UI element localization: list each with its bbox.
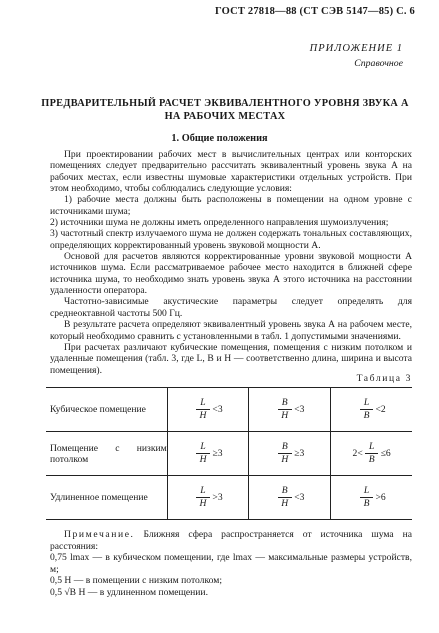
fraction-numerator: B	[278, 397, 292, 410]
fraction-numerator: L	[196, 485, 209, 498]
paragraph: 2) источники шума не должны иметь определенного направления шумоизлучения;	[50, 217, 389, 229]
paragraph: Основой для расчетов являются корректированные уровни звуковой мощности А источников шума. Если рассматриваемое рабочее место находится в ближней сфере источника шума, то необходимо знать уровень звука А этого источника на расстоянии удаленности оператора.	[50, 251, 412, 297]
page-header: ГОСТ 27818—88 (СТ СЭВ 5147—85) С. 6	[214, 6, 415, 17]
fraction-denominator: H	[281, 454, 289, 465]
table-row	[46, 476, 412, 520]
fraction-denominator: H	[281, 498, 289, 509]
room-types-table	[46, 387, 412, 520]
condition-operator: <3	[294, 492, 305, 503]
fraction	[360, 485, 374, 510]
condition-cell	[249, 432, 331, 476]
fraction-numerator: B	[278, 485, 292, 498]
condition-prefix: 2<	[352, 448, 363, 459]
fraction-denominator: B	[363, 498, 370, 509]
row-label: Кубическое помещение	[50, 404, 146, 415]
paragraph: При расчетах различают кубические помещения, помещения с низким потолком и удаленные помещения (табл. 3, где L, B и H — соответственно длина, ширина и высота помещения).	[50, 341, 412, 376]
fraction	[277, 485, 292, 510]
fraction	[195, 397, 210, 422]
table-note	[50, 529, 412, 598]
condition-operator: >3	[212, 492, 223, 503]
row-label: Помещение с низким потолком	[50, 442, 167, 465]
condition-cell	[249, 476, 331, 520]
section-heading: 1. Общие положения	[171, 133, 268, 144]
note-item: 0,5 H — в помещении с низким потолком;	[50, 575, 222, 586]
paragraph: При проектировании рабочих мест в вычислительных центрах или конторских помещениях следует предварительно рассчитать эквивалентный уровень звука А на рабочих местах, если известны шумовые характеристики отдельных устройств. При этом необходимо, чтобы соблюдались следующие условия:	[50, 149, 412, 195]
fraction-numerator: L	[196, 397, 209, 410]
fraction-denominator: B	[363, 410, 370, 421]
condition-operator: <3	[294, 404, 305, 415]
fraction	[277, 441, 292, 466]
paragraph: Частотно-зависимые акустические параметры следует определять для среднеоктавной частоты 500 Гц.	[50, 296, 412, 319]
condition-operator: >6	[375, 492, 386, 503]
fraction-denominator: H	[199, 454, 207, 465]
fraction-numerator: B	[278, 441, 292, 454]
note-intro	[50, 529, 412, 552]
appendix-subtitle: Справочное	[354, 58, 403, 69]
paragraph: В результате расчета определяют эквивалентный уровень звука А на рабочем месте, который необходимо сравнить с установленными в табл. 1 допустимыми значениями.	[50, 319, 412, 342]
fraction-denominator: H	[199, 410, 207, 421]
fraction-denominator: H	[199, 498, 207, 509]
condition-cell	[167, 388, 249, 432]
condition-operator: <2	[375, 404, 386, 415]
fraction-numerator: L	[365, 441, 378, 454]
fraction-numerator: L	[360, 397, 373, 410]
fraction-numerator: L	[360, 485, 373, 498]
fraction-denominator: H	[281, 410, 289, 421]
paragraph: 1) рабочие места должны быть расположены в помещении на одном уровне с источниками шума;	[50, 194, 412, 217]
row-label: Удлиненное помещение	[50, 492, 148, 503]
condition-cell	[167, 432, 249, 476]
condition-cell	[249, 388, 331, 432]
condition-cell	[331, 388, 412, 432]
condition-operator: <3	[212, 404, 223, 415]
note-item: 0,75 lmax — в кубическом помещении, где lmax — максимальные размеры устройств, м;	[50, 552, 412, 575]
fraction	[196, 441, 211, 466]
fraction-numerator: L	[196, 441, 209, 454]
fraction	[277, 397, 292, 422]
paragraph: 3) частотный спектр излучаемого шума не должен содержать тональных составляющих, определяющих корректированный уровень звуковой мощности А.	[50, 228, 412, 251]
fraction-denominator: B	[368, 454, 375, 465]
condition-operator: ≥3	[212, 448, 223, 459]
note-item: 0,5 √B H — в удлиненном помещении.	[50, 586, 208, 598]
condition-cell	[331, 432, 412, 476]
condition-cell	[331, 476, 412, 520]
table-row	[46, 432, 412, 476]
fraction	[195, 485, 210, 510]
condition-operator: ≤6	[380, 448, 391, 459]
table-caption: Таблица 3	[356, 373, 412, 384]
title-line-1: ПРЕДВАРИТЕЛЬНЫЙ РАСЧЕТ ЭКВИВАЛЕНТНОГО УРОВНЯ ЗВУКА А	[41, 98, 409, 109]
note-text: Ближняя сфера распространяется от источника шума на расстояния:	[50, 529, 413, 552]
fraction	[365, 441, 379, 466]
condition-operator: ≥3	[294, 448, 305, 459]
note-prefix: Примечание.	[64, 529, 135, 540]
appendix-label: ПРИЛОЖЕНИЕ 1	[309, 43, 403, 54]
condition-cell	[167, 476, 249, 520]
title-line-2: НА РАБОЧИХ МЕСТАХ	[164, 111, 286, 122]
body-text	[50, 149, 412, 376]
table-row	[46, 388, 412, 432]
fraction	[360, 397, 374, 422]
document-title	[40, 97, 410, 123]
